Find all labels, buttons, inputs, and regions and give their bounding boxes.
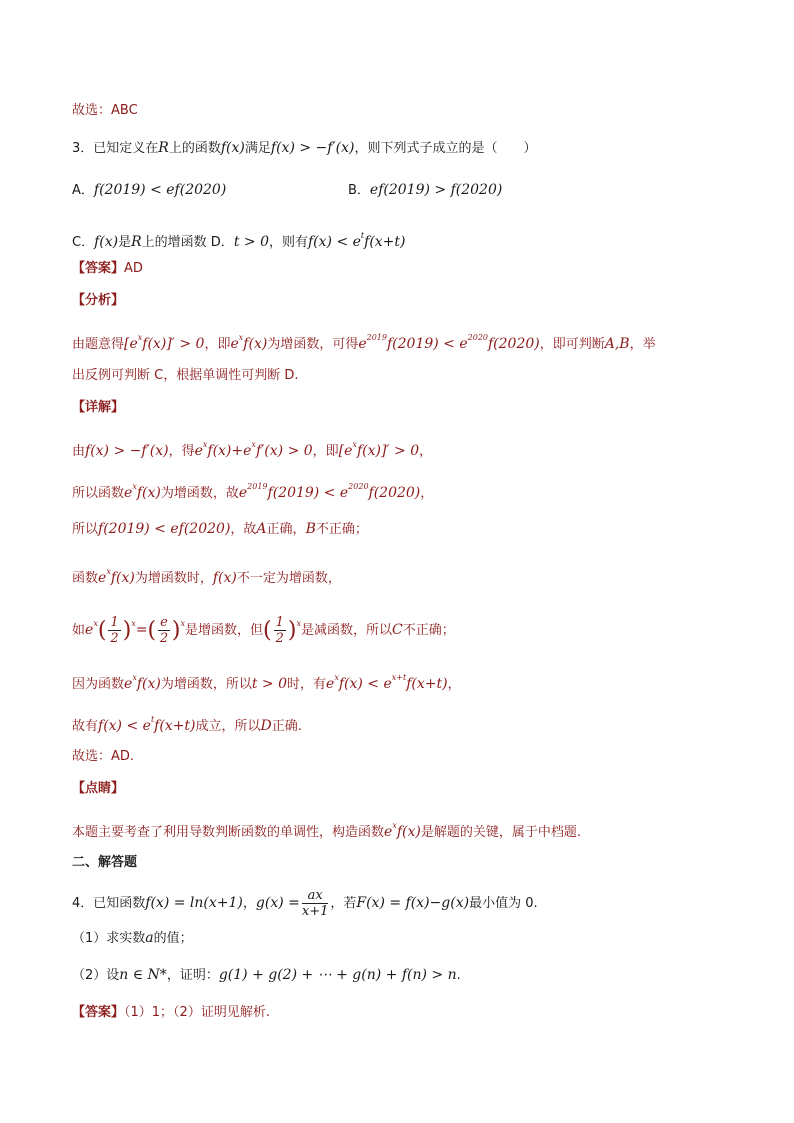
answer-value: AD — [124, 261, 143, 276]
answer-label: 【答案】 — [72, 261, 125, 276]
q3-stem-text: 上的函数 — [168, 141, 221, 156]
detail-label: 【详解】 — [72, 400, 125, 415]
q3-stem — [72, 138, 536, 159]
detail-line-3: 所以f(2019) < ef(2020)，故A正确，B不正确； — [72, 521, 368, 537]
detail-line-4: 函数$e^xf(x)$为增函数时，f(x)不一定为增函数， — [72, 567, 341, 586]
choose-ad: 故选：AD. — [72, 749, 135, 764]
fraction-ax-over-x1: $\frac{ax}{x+1}$ — [301, 888, 329, 919]
answer-label: 【答案】 — [72, 1005, 125, 1020]
analysis-label: 【分析】 — [72, 293, 125, 308]
q4-part-1: （1）求实数a的值； — [72, 930, 193, 946]
q3-fx: (x) — [226, 140, 245, 156]
option-b: B．ef(2019) > f(2020) — [348, 182, 503, 198]
q2-choice-line — [72, 101, 138, 121]
fraction-one-half: $\frac{1}{2}$ — [275, 615, 284, 646]
q3-stem-text: ，则下列式子成立的是（ ） — [354, 141, 537, 156]
fraction-e-half: $\frac{e}{2}$ — [159, 615, 169, 646]
detail-line-6: 因为函数$e^xf(x)$为增函数，所以t > 0时，有$e^xf(x) < e^{x+t}f(x+t)$， — [72, 673, 461, 692]
analysis-line-1: 由题意得$[e^xf(x)]' > 0$，即$e^xf(x)$为增函数，可得$e^{2019}f(2019) < e^{2020}f(2020)$，即可判断A,B，举 — [72, 333, 656, 352]
comment-label: 【点睛】 — [72, 781, 125, 796]
q3-number: 3． — [72, 141, 94, 156]
detail-line-1: 由f(x) > −f′(x)，得$e^xf(x)+e^xf'(x) > 0$，即$[e^xf(x)]' > 0$， — [72, 440, 433, 459]
q3-condition: f(x) > −f′(x) — [270, 140, 355, 156]
q4-answer-row — [72, 1003, 270, 1023]
q2-choice: 故选：ABC — [72, 103, 138, 118]
detail-line-2: 所以函数$e^xf(x)$为增函数，故$e^{2019}f(2019) < e^{2020}f(2020)$， — [72, 482, 434, 501]
q3-R: R — [158, 140, 169, 156]
fraction-one-half: $\frac{1}{2}$ — [110, 615, 119, 646]
q3-options-ab — [72, 180, 722, 201]
answer-value: （1）1；（2）证明见解析. — [124, 1005, 270, 1020]
section-heading: 二、解答题 — [72, 855, 138, 870]
q3-options-cd — [72, 226, 406, 253]
option-a: A．f(2019) < ef(2020) — [72, 182, 227, 198]
q4-stem: 4．已知函数f(x) = ln(x+1)，g(x) = $\frac{ax}{x+1}$ ，若F(x) = f(x)−g(x)最小值为 0. — [72, 888, 538, 919]
q3-stem-text: 满足 — [244, 141, 271, 156]
q3-f: f — [220, 140, 227, 156]
answer-row — [72, 259, 143, 279]
q3-stem-text: 已知定义在 — [93, 141, 159, 156]
option-d: t > 0，则有$f(x) < e^tf(x+t)$ — [233, 231, 406, 250]
analysis-line-2: 出反例可判断 C，根据单调性可判断 D. — [72, 368, 299, 383]
detail-line-7: 故有$f(x) < e^tf(x+t)$成立，所以D正确. — [72, 715, 302, 734]
comment-text: 本题主要考查了利用导数判断函数的单调性，构造函数$e^xf(x)$是解题的关键，属于中档题. — [72, 821, 581, 840]
detail-line-5: 如$e^x$( $\frac{1}{2}$ )$^x$=( $\frac{e}{2}$ )$^x$是增函数，但( $\frac{1}{2}$ )$^x$是减函数，所以C不正确； — [72, 615, 455, 646]
option-c: C．f(x)是R上的增函数 D． — [72, 234, 234, 250]
q4-part-2: （2）设n ∈ N*，证明：g(1) + g(2) + ⋯ + g(n) + f(n) > n. — [72, 967, 461, 983]
